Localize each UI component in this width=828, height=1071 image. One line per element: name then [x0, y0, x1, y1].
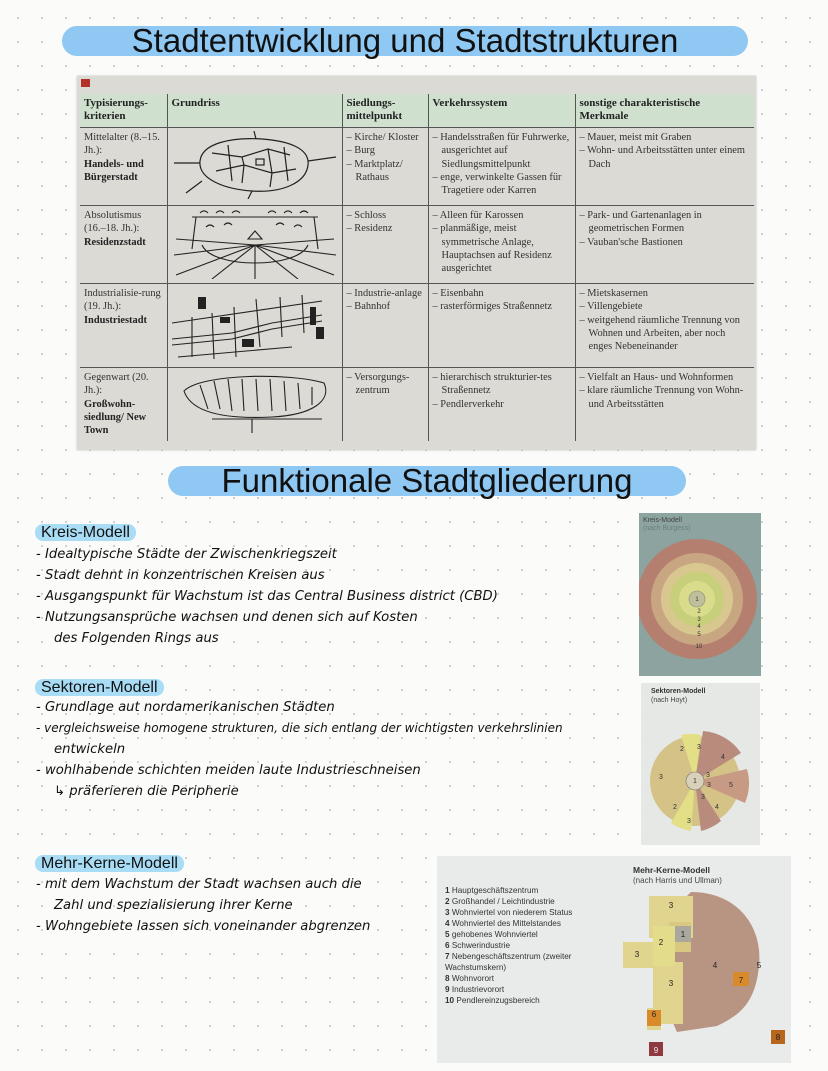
traffic-item: – Eisenbahn — [433, 287, 571, 300]
sector-diagram — [641, 683, 760, 845]
map-number: 3 — [668, 979, 674, 988]
center-item: – Versorgungs-zentrum — [347, 371, 424, 398]
note-line: Zahl und spezialisierung ihrer Kerne — [54, 898, 293, 913]
legend-item: 2 Großhandel / Leichtindustrie — [445, 897, 555, 906]
map-number: 1 — [680, 930, 686, 939]
map-number: 7 — [738, 976, 744, 985]
legend-item: 1 Hauptgeschäftszentrum — [445, 886, 539, 895]
center-cell — [342, 367, 428, 441]
features-cell — [575, 283, 754, 367]
header-center: Siedlungs-mittelpunkt — [342, 94, 428, 127]
legend-item: 9 Industrievorort — [445, 985, 505, 994]
legend-item: 4 Wohnviertel des Mittelstandes — [445, 919, 561, 928]
center-item: – Schloss — [347, 209, 424, 222]
ring-number: 5 — [697, 632, 701, 638]
legend-item: 3 Wohnviertel von niederem Status — [445, 908, 573, 917]
feature-item: – Wohn- und Arbeitsstätten unter einem Dach — [580, 144, 751, 171]
legend-item: 8 Wohnvorort — [445, 974, 495, 983]
kerne-model-figure — [437, 856, 791, 1063]
feature-item: – Vielfalt an Haus- und Wohnformen — [580, 371, 751, 384]
note-line: - Stadt dehnt in konzentrischen Kreisen aus — [36, 568, 325, 583]
baroque-town-plan — [172, 209, 338, 279]
center-item: – Residenz — [347, 222, 424, 235]
feature-item: – Mauer, meist mit Graben — [580, 131, 751, 144]
map-number: 6 — [651, 1010, 657, 1019]
sector-number: 3 — [706, 772, 710, 779]
plan-cell — [167, 367, 342, 441]
kerne-model-notes — [36, 874, 370, 937]
note-line: des Folgenden Rings aus — [54, 631, 219, 646]
kerne-model-label: Mehr-Kerne-Modell — [35, 855, 184, 872]
map-number: 9 — [653, 1046, 659, 1055]
feature-item: – Mietskasernen — [580, 287, 751, 300]
legend-item: 6 Schwerindustrie — [445, 941, 511, 950]
sector-number: 3 — [659, 774, 663, 781]
feature-item: – Park- und Gartenanlagen in geometrischen Formen — [580, 209, 751, 236]
traffic-item: – rasterförmiges Straßennetz — [433, 300, 571, 313]
multi-nuclei-map — [437, 856, 791, 1063]
note-line: - Idealtypische Städte der Zwischenkriegszeit — [36, 547, 337, 562]
sector-number: 5 — [729, 782, 733, 789]
table-row — [80, 367, 754, 441]
page-title: Stadtentwicklung und Stadtstrukturen — [62, 26, 748, 56]
map-number: 5 — [756, 961, 762, 970]
note-line: - Wohngebiete lassen sich voneinander abgrenzen — [36, 919, 371, 934]
criteria-era: Mittelalter (8.–15. Jh.): — [84, 131, 160, 157]
feature-item: – Villengebiete — [580, 300, 751, 313]
header-features: sonstige charakteristische Merkmale — [575, 94, 754, 127]
criteria-cell — [80, 127, 167, 205]
note-line: - Ausgangspunkt für Wachstum ist das Central Business district (CBD) — [36, 589, 498, 604]
city-types-table-photo — [77, 76, 756, 450]
center-item: – Burg — [347, 144, 424, 157]
figure-subtitle: (nach Burgess) — [643, 525, 691, 532]
section-title: Funktionale Stadtgliederung — [168, 466, 686, 496]
note-line: - Nutzungsansprüche wachsen und denen sich auf Kosten — [36, 610, 418, 625]
legend-item: 10 Pendlereinzugsbereich — [445, 996, 540, 1005]
traffic-item: – planmäßige, meist symmetrische Anlage, Hauptachsen auf Residenz ausgerichtet — [433, 222, 571, 276]
figure-title: Kreis-Modell — [643, 517, 682, 524]
legend-item: 7 Nebengeschäftszentrum (zweiter Wachstumskern) — [445, 952, 572, 972]
sector-number: 3 — [697, 744, 701, 751]
map-number: 3 — [668, 901, 674, 910]
features-cell — [575, 367, 754, 441]
header-traffic: Verkehrssystem — [428, 94, 575, 127]
center-item: – Kirche/ Kloster — [347, 131, 424, 144]
table-corner-marker — [81, 79, 90, 87]
ring-number: 3 — [697, 617, 701, 623]
ring-number: 1 — [695, 597, 699, 603]
table-row — [80, 205, 754, 283]
figure-subtitle: (nach Harris und Ullman) — [633, 876, 722, 885]
kreis-model-notes — [36, 544, 498, 649]
criteria-type: Handels- und Bürgerstadt — [84, 158, 144, 184]
center-item: – Industrie-anlage — [347, 287, 424, 300]
plan-cell — [167, 283, 342, 367]
criteria-type: Industriestadt — [84, 314, 147, 326]
traffic-cell — [428, 283, 575, 367]
sector-number: 3 — [707, 782, 711, 789]
kreis-model-label: Kreis-Modell — [35, 524, 136, 541]
criteria-cell — [80, 283, 167, 367]
figure-subtitle: (nach Hoyt) — [651, 697, 688, 704]
table-row — [80, 283, 754, 367]
traffic-item: – hierarchisch strukturier-tes Straßennetz — [433, 371, 571, 398]
criteria-era: Industrialisie-rung (19. Jh.): — [84, 287, 161, 313]
sector-number: 4 — [721, 754, 725, 761]
sektoren-model-label: Sektoren-Modell — [35, 679, 164, 696]
criteria-era: Gegenwart (20. Jh.): — [84, 371, 149, 397]
note-line: - Grundlage aut nordamerikanischen Städten — [36, 700, 335, 715]
figure-title: Mehr-Kerne-Modell — [633, 865, 710, 875]
industrial-town-plan — [172, 287, 338, 363]
ring-number: 2 — [697, 609, 701, 615]
traffic-item: – enge, verwinkelte Gassen für Tragetiere oder Karren — [433, 171, 571, 198]
note-line: - vergleichsweise homogene strukturen, die sich entlang der wichtigsten verkehrslinien — [36, 721, 563, 735]
traffic-item: – Handelsstraßen für Fuhrwerke, ausgerichtet auf Siedlungsmittelpunkt — [433, 131, 571, 171]
note-line: entwickeln — [54, 742, 126, 757]
plan-cell — [167, 205, 342, 283]
feature-item: – weitgehend räumliche Trennung von Wohnen und Arbeiten, aber noch enges Nebeneinander — [580, 314, 751, 354]
feature-item: – Vauban'sche Bastionen — [580, 236, 751, 249]
criteria-type: Großwohn-siedlung/ New Town — [84, 398, 147, 437]
criteria-era: Absolutismus (16.–18. Jh.): — [84, 209, 142, 235]
traffic-item: – Pendlerverkehr — [433, 398, 571, 411]
center-cell — [342, 127, 428, 205]
center-cell — [342, 283, 428, 367]
map-number: 2 — [658, 938, 664, 947]
criteria-type: Residenzstadt — [84, 236, 146, 248]
header-criteria: Typisierungs-kriterien — [80, 94, 167, 127]
city-types-table — [80, 94, 754, 441]
table-header-row — [80, 94, 754, 127]
sektoren-model-figure — [641, 683, 760, 845]
features-cell — [575, 205, 754, 283]
legend-item: 5 gehobenes Wohnviertel — [445, 930, 538, 939]
criteria-cell — [80, 205, 167, 283]
traffic-cell — [428, 127, 575, 205]
note-line: ↳ präferieren die Peripherie — [54, 784, 239, 799]
center-item: – Marktplatz/ Rathaus — [347, 158, 424, 185]
sector-number: 2 — [673, 804, 677, 811]
traffic-item: – Alleen für Karossen — [433, 209, 571, 222]
sector-number: 3 — [701, 794, 705, 801]
note-line: - mit dem Wachstum der Stadt wachsen auch die — [36, 877, 362, 892]
new-town-plan — [172, 371, 338, 433]
sector-number: 3 — [687, 818, 691, 825]
figure-title: Sektoren-Modell — [651, 688, 706, 695]
center-cell — [342, 205, 428, 283]
map-number: 4 — [712, 961, 718, 970]
plan-cell — [167, 127, 342, 205]
header-plan: Grundriss — [167, 94, 342, 127]
features-cell — [575, 127, 754, 205]
traffic-cell — [428, 367, 575, 441]
traffic-cell — [428, 205, 575, 283]
feature-item: – klare räumliche Trennung von Wohn- und Arbeitsstätten — [580, 384, 751, 411]
sektoren-model-notes — [36, 697, 563, 802]
sector-number: 4 — [715, 804, 719, 811]
sector-number: 2 — [680, 746, 684, 753]
table-row — [80, 127, 754, 205]
concentric-rings-diagram — [639, 513, 761, 676]
map-number: 8 — [775, 1033, 781, 1042]
center-item: – Bahnhof — [347, 300, 424, 313]
medieval-town-plan — [172, 131, 338, 199]
sector-number: 1 — [693, 778, 697, 785]
kreis-model-figure — [639, 513, 761, 676]
map-number: 3 — [634, 950, 640, 959]
criteria-cell — [80, 367, 167, 441]
note-line: - wohlhabende schichten meiden laute Industrieschneisen — [36, 763, 421, 778]
ring-number: 10 — [695, 644, 703, 650]
ring-number: 4 — [697, 624, 701, 630]
